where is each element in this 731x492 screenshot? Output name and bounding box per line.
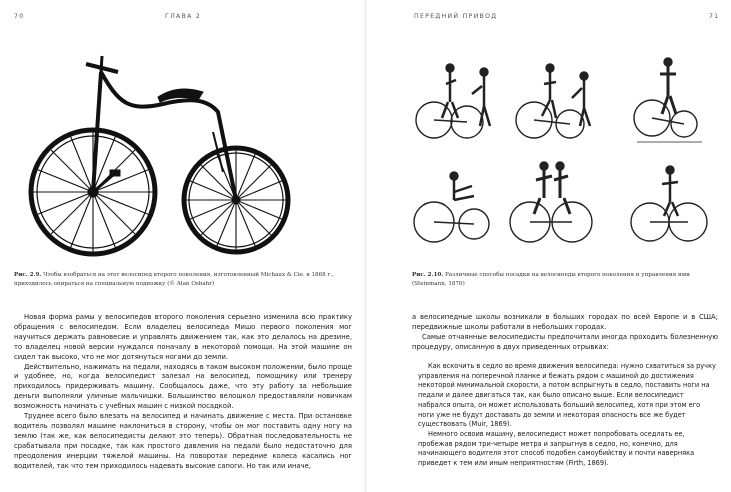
- right-body-text: [412, 313, 718, 353]
- quote-firth: Немного освоив машину, велосипедист может попробовать оседлать ее, пробежав рядом три-четыре метра и запрыгнув в седло, но, конечно, для начинающего водителя этот способ подобен самоубийству и почти наверняка приведет к тем или иным неприятностям (Firth, 1869).: [418, 429, 695, 468]
- right-page: [366, 0, 731, 492]
- figure-2-10-caption: [412, 271, 718, 289]
- paragraph: Действительно, нажимать на педали, находясь в таком высоком положении, было проще и удобнее, но, когда велосипедист залезал на велосипед, помощнику или тренеру приходилось придерживать машину. Сообщалось даже, что эту работу за небольшие деньги выполняли уличные мальчишки. Большинство велошкол предоставляли новичкам возможность начинать с учебных машин с низкой посадкой.: [14, 362, 352, 411]
- figure-2-9-text: Чтобы взобраться на этот велосипед второго поколения, изготовленный Michaux & Cie. в 1868 г., приходилось опираться на специальную подножку (© Alan Osbahr): [14, 272, 334, 287]
- left-body-text: [14, 313, 352, 472]
- paragraph: а велосипедные школы возникали в больших городах по всей Европе и в США; передвижные школы работали в небольших городах.: [412, 313, 718, 331]
- figure-2-10-text: Различные способы посадки на велосипеды второго поколения и управления ими (Steinmann, 1870): [412, 272, 690, 287]
- paragraph: Труднее всего было влезать на велосипед и начинать движение с места. При остановке водитель позволял машине наклониться в сторону, чтобы он мог поставить одну ногу на землю (так же, как велосипедисты делают это теперь). Обратная последовательность не срабатывала при посадке, так как простого давления на педали было недостаточно для преодоления инерции тяжелой машины. На поворотах передние колеса касались ног водителей, так что тем приходилось надевать высокие сапоги. Но так или иначе,: [14, 412, 352, 470]
- figure-2-9-caption: [14, 271, 352, 289]
- left-page: [0, 0, 365, 492]
- left-page-number: 70: [14, 13, 25, 20]
- quote-muir: Как вскочить в седло во время движения велосипеда: нужно схватиться за ручку управления на поперечной планке и бежать рядом с машиной до достижения некоторой минимальной скорости, а потом вспрыгнуть в седло, поставить ноги на педали и далее двигаться так, как было описано выше. Если велосипедист набрался опыта, он может использовать больший велосипед, хотя при этом его ноги уже не будут доставать до земли и некоторая опасность все же будет существовать (Muir, 1869).: [418, 362, 716, 429]
- figure-2-9-label: Рис. 2.9.: [14, 272, 42, 278]
- riding-methods-engraving: [412, 52, 717, 248]
- right-page-number: 71: [709, 13, 720, 20]
- figure-2-10-label: Рис. 2.10.: [412, 272, 444, 278]
- quoted-passages: [418, 362, 716, 469]
- right-running-head: ПЕРЕДНИЙ ПРИВОД: [414, 13, 498, 20]
- paragraph: Новая форма рамы у велосипедов второго поколения серьезно изменила всю практику обращения с велосипедом. Если владелец велосипеда Мишо первого поколения мог научиться держать равновесие и управлять движением так, как это делалось на дрезине, то владелец новой версии нуждался поначалу в некоторой помощи. На этой машине он сидел так высоко, что не мог дотянуться ногами до земли.: [14, 313, 352, 361]
- paragraph: Самые отчаянные велосипедисты предпочитали иногда проходить болезненную процедуру, описанную в двух приведенных отрывках:: [412, 332, 718, 351]
- velocipede-illustration: [18, 42, 348, 262]
- left-running-head: ГЛАВА 2: [165, 13, 202, 20]
